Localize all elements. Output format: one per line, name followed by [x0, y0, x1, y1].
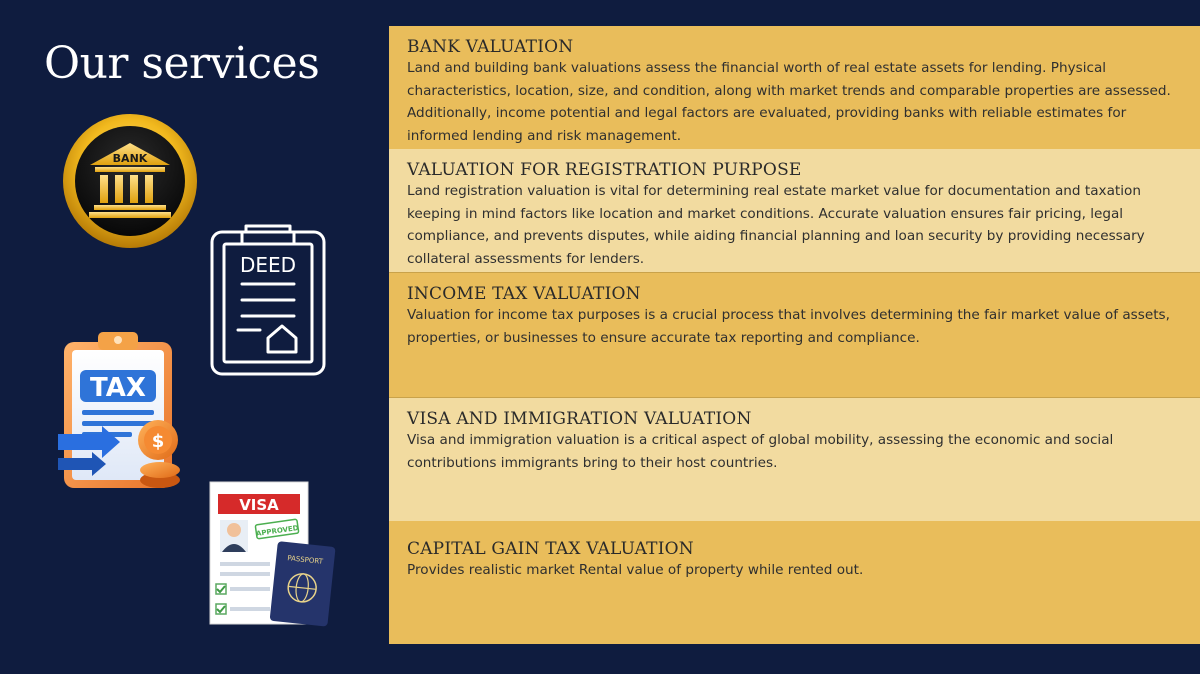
svg-text:$: $: [151, 431, 165, 452]
page-title: Our services: [44, 38, 320, 89]
svg-text:VISA: VISA: [239, 496, 279, 514]
svg-text:TAX: TAX: [90, 373, 146, 403]
bank-icon: [62, 113, 202, 253]
service-description: Provides realistic market Rental value of property while rented out.: [407, 562, 864, 578]
service-title: VISA AND IMMIGRATION VALUATION: [407, 409, 752, 429]
svg-text:PASSPORT: PASSPORT: [286, 554, 324, 566]
services-panel: [389, 26, 1200, 644]
deed-icon: [208, 220, 330, 380]
service-registration-valuation: [389, 149, 1200, 272]
service-description: Land registration valuation is vital for determining real estate market value for documentation and taxation keeping in mind factors like location and market conditions. Accurate valuation ensures fair pricing, legal compliance, and prevents disputes, while aiding financial planning and loan security by providing necessary collateral assessments for lenders.: [407, 183, 1145, 267]
svg-text:DEED: DEED: [239, 253, 297, 277]
service-capital-gain-tax-valuation: [389, 521, 1200, 644]
service-visa-immigration-valuation: [389, 398, 1200, 521]
service-title: INCOME TAX VALUATION: [407, 284, 641, 304]
service-bank-valuation: [389, 26, 1200, 149]
service-description: Land and building bank valuations assess the financial worth of real estate assets for lending. Physical characteristics, location, size, and condition, along with market trends and comparable properties are assessed. Additionally, income potential and legal factors are evaluated, providing banks with reliable estimates for informed lending and risk management.: [407, 60, 1171, 144]
svg-text:BANK: BANK: [112, 152, 148, 165]
service-title: CAPITAL GAIN TAX VALUATION: [407, 539, 694, 559]
service-title: VALUATION FOR REGISTRATION PURPOSE: [407, 160, 802, 180]
svg-text:APPROVED: APPROVED: [255, 524, 300, 538]
service-title: BANK VALUATION: [407, 37, 574, 57]
visa-icon: [208, 480, 338, 630]
service-description: Valuation for income tax purposes is a crucial process that involves determining the fair market value of assets, properties, or businesses to ensure accurate tax reporting and compliance.: [407, 307, 1170, 346]
tax-icon: [52, 330, 184, 495]
service-description: Visa and immigration valuation is a critical aspect of global mobility, assessing the economic and social contributions immigrants bring to their host countries.: [407, 432, 1114, 471]
service-income-tax-valuation: [389, 273, 1200, 397]
